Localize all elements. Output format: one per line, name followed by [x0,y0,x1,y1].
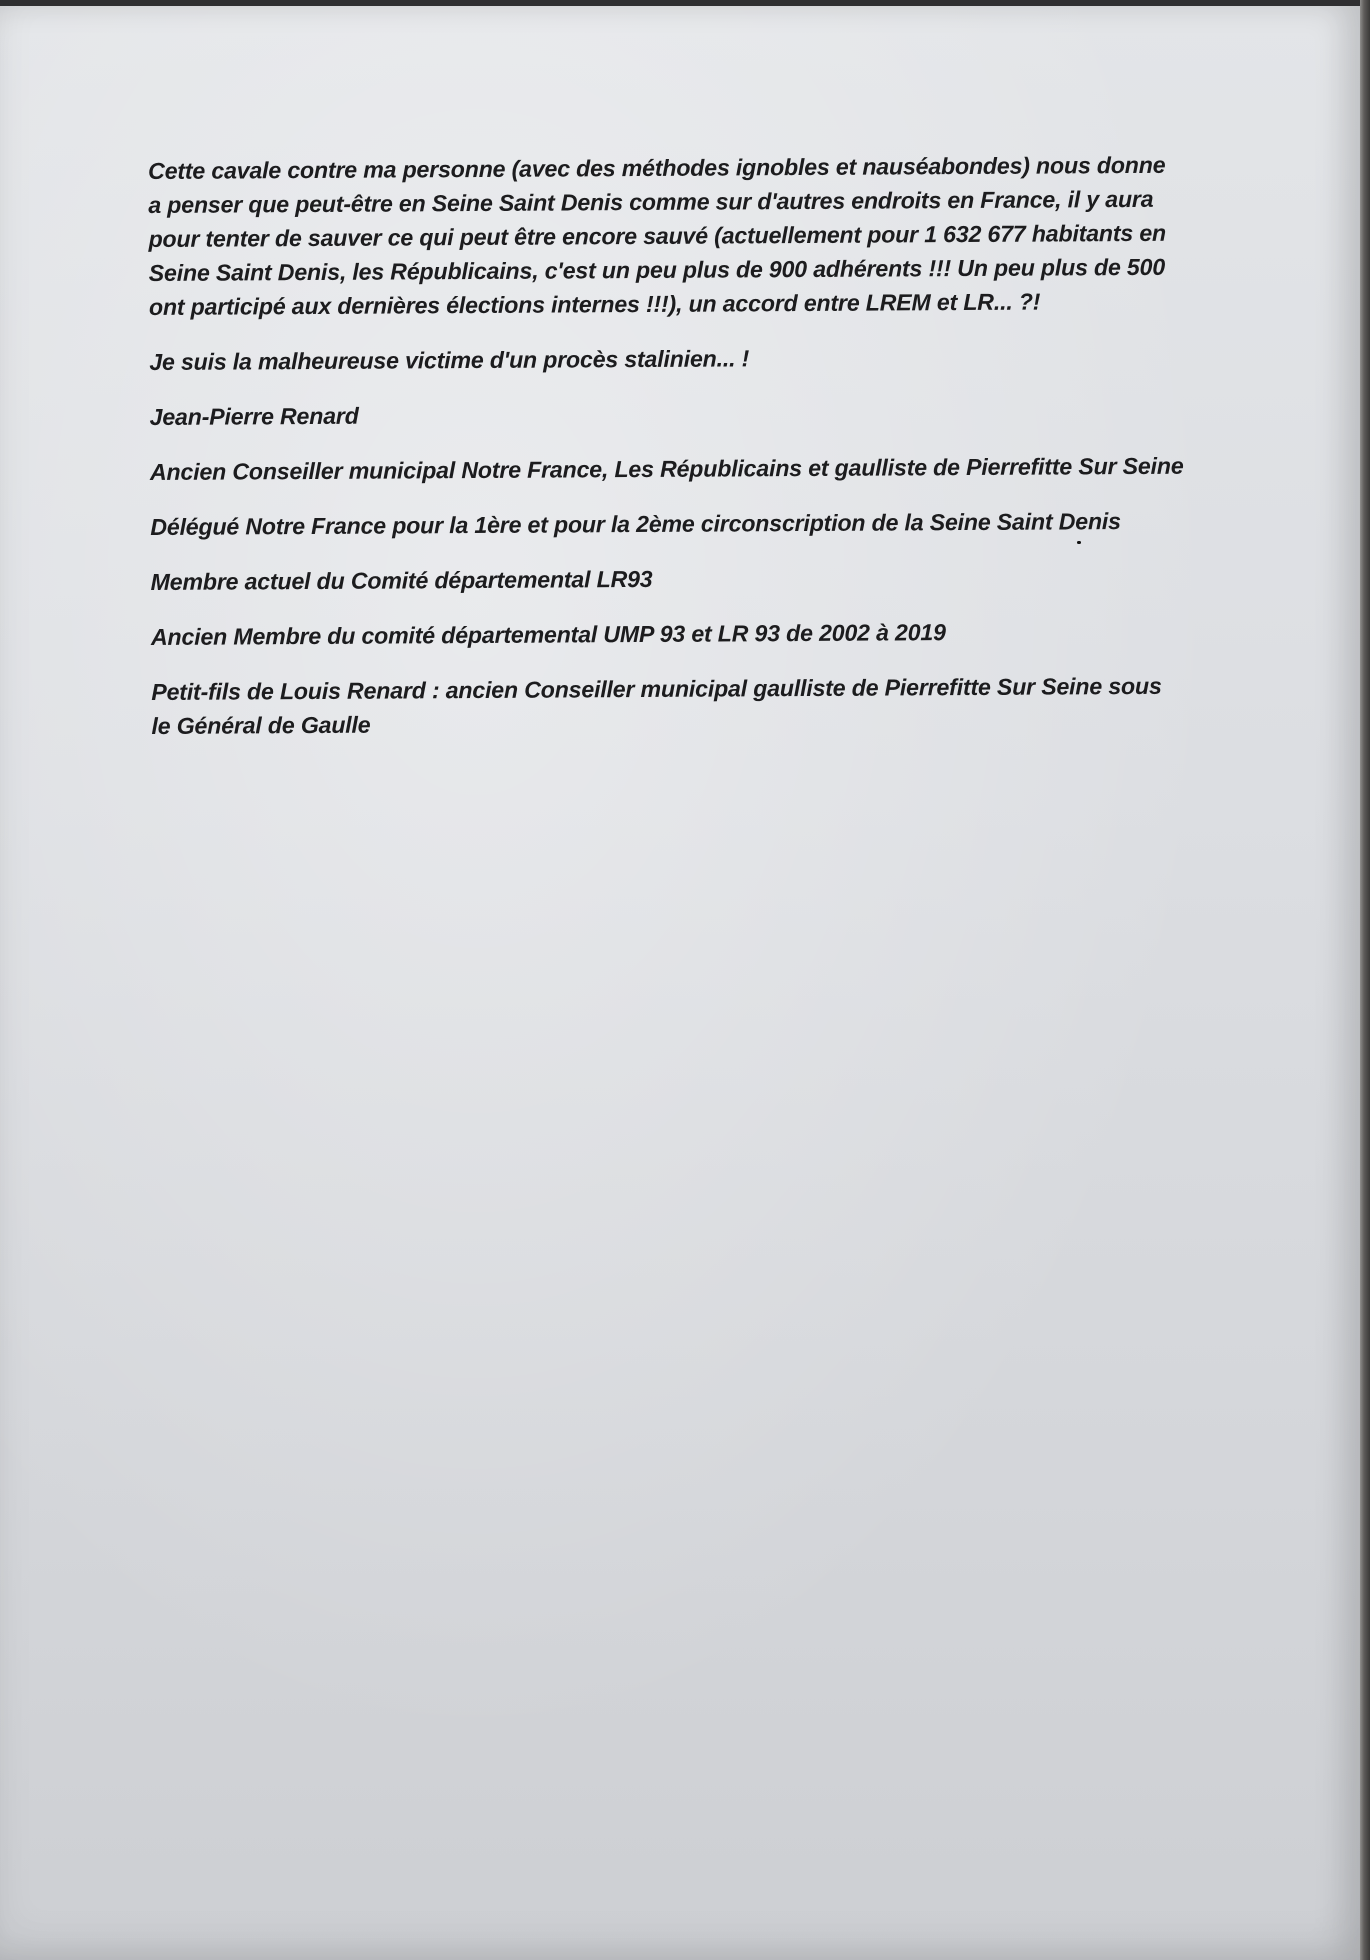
title-former-councillor: Ancien Conseiller municipal Notre France, Les Républicains et gaulliste de Pierrefitte Sur Seine [149,452,1184,485]
document-body [148,148,1182,764]
intro-paragraph: Cette cavale contre ma personne (avec des méthodes ignobles et nauséabondes) nous donne a penser que peut-être en Seine Saint Denis comme sur d'autres endroits en France, il y aura pour tenter de sauver ce qui peut être encore sauvé (actuellement pour 1 632 677 habitants en Seine Saint Denis, les Républicains, c'est un peu plus de 900 adhérents !!! Un peu plus de 500 ont participé aux dernières élections internes !!!), un accord entre LREM et LR... ?! [148,151,1167,320]
ink-speck [1077,541,1081,544]
title-former-member: Ancien Membre du comité départemental UMP 93 et LR 93 de 2002 à 2019 [150,619,946,650]
title-current-member: Membre actuel du Comité départemental LR93 [150,565,653,595]
author-name: Jean-Pierre Renard [149,402,359,430]
paper-sheet [0,6,1360,1960]
title-delegate: Délégué Notre France pour la 1ère et pour la 2ème circonscription de la Seine Saint Denis [150,508,1121,540]
title-grandson: Petit-fils de Louis Renard : ancien Conseiller municipal gaulliste de Pierrefitte Sur Seine sous le Général de Gaulle [151,672,1162,739]
victim-statement: Je suis la malheureuse victime d'un procès stalinien... ! [149,345,750,375]
background-edge [1360,0,1370,1960]
